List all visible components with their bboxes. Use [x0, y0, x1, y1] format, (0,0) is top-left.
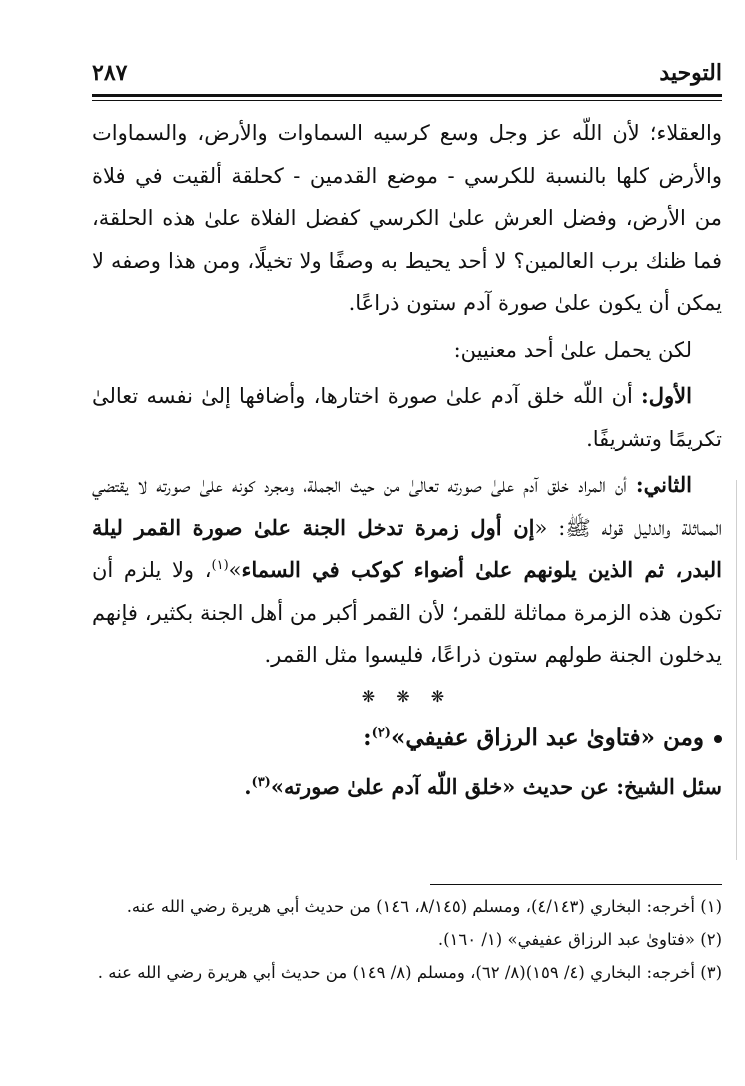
main-text [92, 112, 722, 807]
paragraph-first-meaning [92, 375, 722, 460]
first-meaning-label: الأول: [641, 383, 692, 408]
hadith-quote-close: » [228, 558, 242, 582]
paragraph-1: والعقلاء؛ لأن اللّه عز وجل وسع كرسيه السماوات والأرض، والسماوات والأرض كلها بالنسبة للكرسي - موضع القدمين - كحلقة ألقيت في فلاة من الأرض، وفضل العرش علىٰ الكرسي كفضل الفلاة علىٰ هذه الحلقة، فما ظنك برب العالمين؟ لا أحد يحيط به وصفًا ولا تخيلًا، ومن هذا وصفه لا يمكن أن يكون علىٰ صورة آدم ستون ذراعًا. [92, 121, 722, 315]
footnote-ref-2[interactable]: (٢) [371, 724, 391, 740]
running-title: التوحيد [659, 60, 722, 86]
page-number: ٢٨٧ [92, 60, 128, 86]
second-meaning-text: أن المراد خلق آدم علىٰ صورته تعالىٰ من حيث الجملة، ومجرد كونه علىٰ صورته لا يقتضي المماثلة والدليل قوله ﷺ: « [92, 473, 722, 540]
section-separator: ❋ ❋ ❋ [361, 686, 453, 706]
second-meaning-label: الثاني: [635, 472, 692, 497]
section-heading [92, 717, 722, 759]
section-heading-colon: : [363, 723, 372, 751]
header-rule-thin [92, 100, 722, 101]
footnote-1: (١) أخرجه: البخاري (٤/١٤٣)، ومسلم (٨/١٤٥، ١٤٦) من حديث أبي هريرة رضي الله عنه. [126, 897, 722, 916]
footnote-2: (٢) «فتاوىٰ عبد الرزاق عفيفي» (١/ ١٦٠). [437, 930, 722, 949]
footnote-ref-3[interactable]: (٣) [251, 774, 271, 790]
bullet-icon [714, 735, 722, 743]
hadith-quote: إن أول زمرة تدخل الجنة علىٰ صورة القمر ليلة البدر، ثم الذين يلونهم علىٰ أضواء كوكب في السماء [92, 514, 722, 582]
footnote-rule [430, 884, 722, 885]
footnote-3: (٣) أخرجه: البخاري (٤/ ١٥٩)(٨/ ٦٢)، ومسلم (٨/ ١٤٩) من حديث أبي هريرة رضي الله عنه . [97, 963, 722, 982]
paragraph-second-meaning [92, 464, 722, 677]
section-heading-text: ومن «فتاوىٰ عبد الرزاق عفيفي» [390, 723, 704, 751]
header-rule-thick [92, 94, 722, 97]
footnote-ref-1[interactable]: (١) [211, 558, 229, 573]
page-header [92, 56, 722, 92]
question-end: . [244, 773, 252, 799]
paragraph-2: لكن يحمل علىٰ أحد معنيين: [453, 337, 692, 362]
question-text: سئل الشيخ: عن حديث «خلق اللّه آدم علىٰ صورته» [270, 773, 722, 799]
question-line [92, 767, 722, 807]
scan-edge-line [736, 480, 737, 860]
second-meaning-rest: ، ولا يلزم أن تكون هذه الزمرة مماثلة للقمر؛ لأن القمر أكبر من أهل الجنة بكثير، فإنهم يدخلون الجنة طولهم ستون ذراعًا، فليسوا مثل القمر. [92, 558, 722, 667]
footnotes [92, 892, 722, 991]
first-meaning-text: أن اللّه خلق آدم علىٰ صورة اختارها، وأضافها إلىٰ نفسه تعالىٰ تكريمًا وتشريفًا. [92, 384, 722, 451]
